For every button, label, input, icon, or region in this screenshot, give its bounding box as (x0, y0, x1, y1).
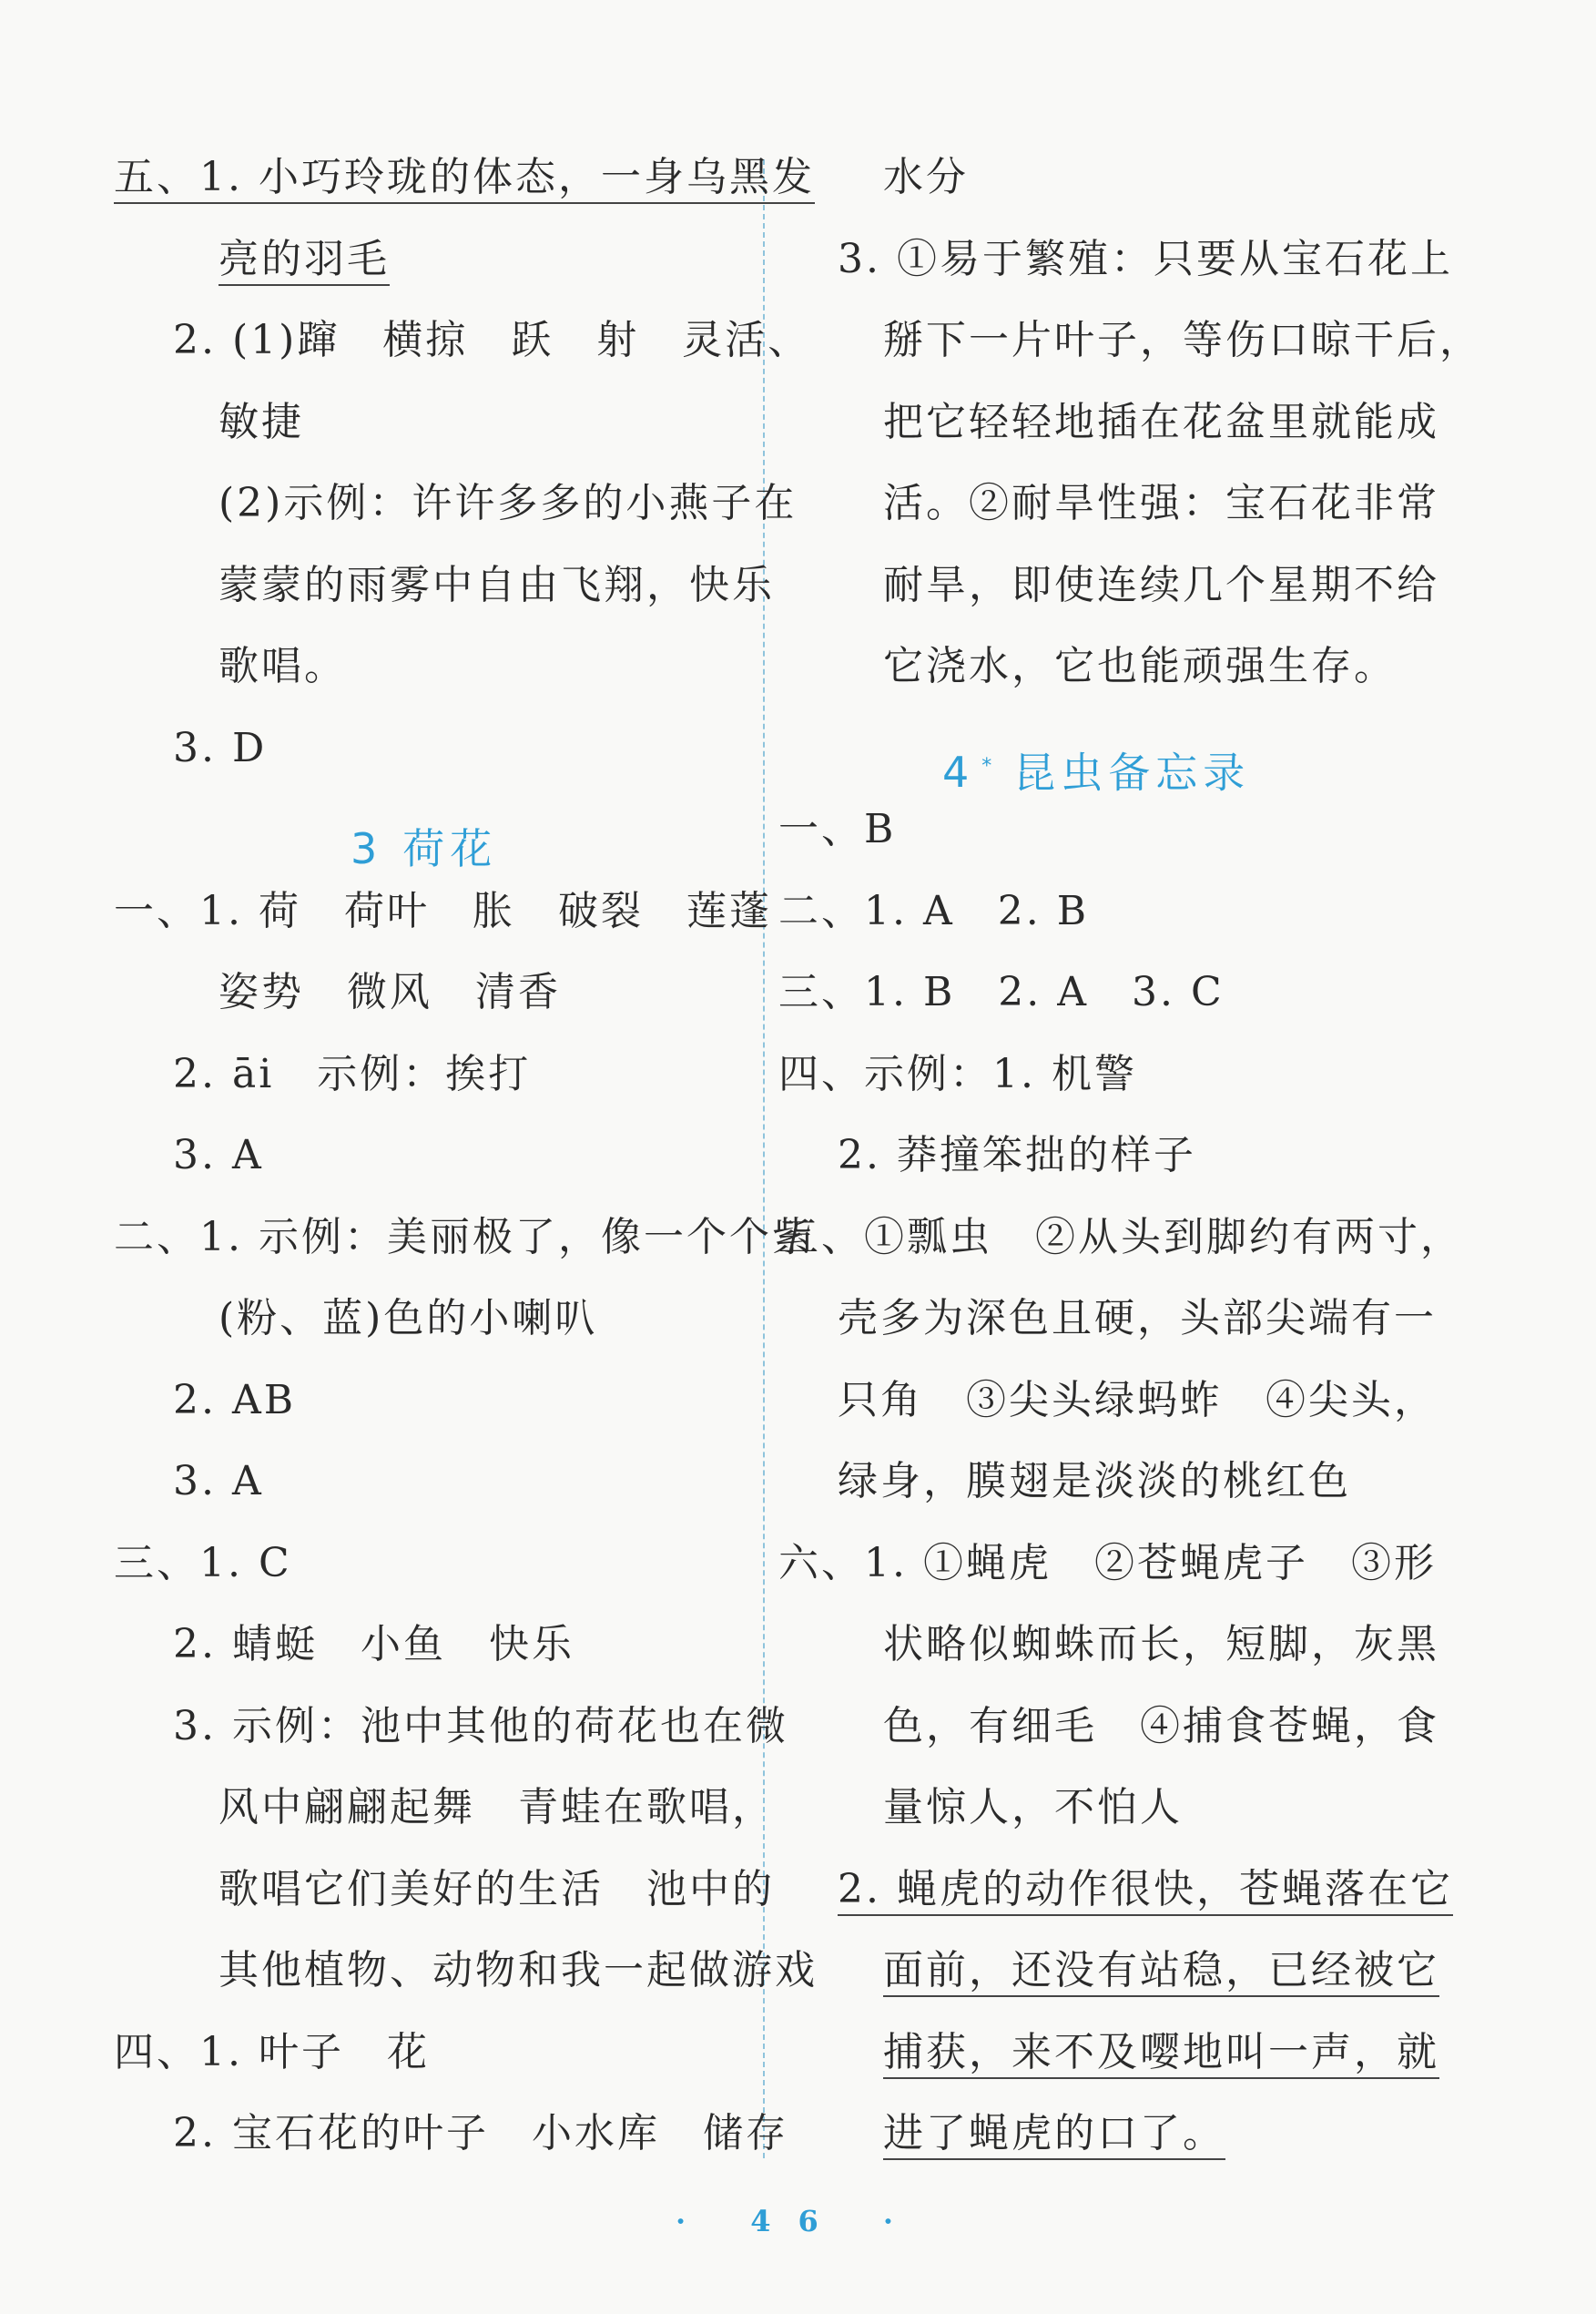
answer-line (778, 965, 1225, 1020)
answer-line (114, 1536, 292, 1591)
answer-line (883, 639, 1397, 694)
answer-text: 六、1. ①蝇虎 ②苍蝇虎子 ③形 (778, 1539, 1437, 1586)
answer-line (173, 1373, 296, 1428)
section-title-text: 昆虫备忘录 (1013, 748, 1251, 798)
column-divider (763, 159, 765, 2158)
answer-line (114, 884, 772, 939)
answer-line (883, 395, 1439, 450)
answer-text: 风中翩翩起舞 青蛙在歌唱， (219, 1784, 775, 1830)
answer-line (173, 1047, 531, 1102)
answer-text: 3. D (173, 724, 268, 771)
answer-line (173, 721, 267, 776)
answer-line (173, 1699, 788, 1754)
answer-text: 二、1. 示例：美丽极了，像一个个紫 (114, 1213, 815, 1260)
answer-text: 2. AB (173, 1376, 297, 1423)
answer-text: 2. (1)蹿 横掠 跃 射 灵活、 (173, 317, 811, 363)
answer-line (883, 1943, 1439, 1998)
answer-line (219, 639, 347, 694)
answer-line (838, 1454, 1351, 1509)
answer-line (883, 2025, 1439, 2080)
answer-text: 2. 宝石花的叶子 小水库 储存 (173, 2110, 788, 2156)
answer-text: 量惊人，不怕人 (883, 1784, 1183, 1830)
answer-line (173, 313, 810, 368)
answer-text: 姿势 微风 清香 (219, 969, 561, 1015)
answer-line (219, 1291, 597, 1346)
answer-line (219, 558, 775, 613)
answer-text: 掰下一片叶子，等伤口晾干后， (883, 317, 1482, 363)
answer-line (883, 1617, 1439, 1672)
answer-line (114, 150, 815, 205)
answer-text: 五、1. 小巧玲珑的体态，一身乌黑发 (114, 154, 815, 204)
answer-text: 进了蝇虎的口了。 (883, 2110, 1225, 2160)
answer-line (883, 2106, 1225, 2161)
answer-line (778, 1536, 1437, 1591)
answer-text: 三、1. B 2. A 3. C (778, 969, 1225, 1015)
answer-text: 捕获，来不及嘤地叫一声，就 (883, 2029, 1439, 2079)
answer-text: 歌唱。 (219, 643, 347, 689)
answer-text: 状略似蜘蛛而长，短脚，灰黑 (883, 1621, 1439, 1667)
answer-text: 壳多为深色且硬，头部尖端有一 (838, 1295, 1437, 1341)
answer-line (219, 1862, 775, 1917)
section-title-text: 荷花 (402, 824, 498, 873)
answer-line (883, 313, 1482, 368)
answer-text: 三、1. C (114, 1539, 292, 1586)
answer-line (173, 1128, 264, 1183)
answer-line (778, 884, 1089, 939)
answer-text: 四、1. 叶子 花 (114, 2028, 430, 2075)
optional-mark: * (981, 755, 998, 778)
answer-line (838, 1291, 1437, 1346)
answer-text: 3. ①易于繁殖：只要从宝石花上 (838, 235, 1453, 282)
answer-line (778, 802, 896, 857)
answer-text: 它浇水，它也能顽强生存。 (883, 643, 1397, 689)
answer-text: 2. 蜻蜓 小鱼 快乐 (173, 1621, 574, 1667)
answer-text: 只角 ③尖头绿蚂蚱 ④尖头， (838, 1376, 1437, 1423)
section-number: 3 (351, 824, 383, 873)
answer-text: 面前，还没有站稳，已经被它 (883, 1947, 1439, 1997)
answer-text: 一、1. 荷 荷叶 胀 破裂 莲蓬 (114, 887, 772, 934)
answer-text: 活。②耐旱性强：宝石花非常 (883, 480, 1439, 526)
answer-line (219, 395, 304, 450)
answer-line (883, 558, 1439, 613)
answer-line (838, 1862, 1453, 1917)
answer-text: 其他植物、动物和我一起做游戏 (219, 1947, 818, 1993)
answer-text: 水分 (883, 154, 969, 200)
answer-text: 敏捷 (219, 398, 304, 445)
answer-line (219, 1780, 775, 1835)
answer-line (219, 1943, 818, 1998)
answer-line (173, 1617, 574, 1672)
answer-line (219, 232, 390, 287)
answer-line (173, 1454, 264, 1509)
answer-text: (粉、蓝)色的小喇叭 (219, 1295, 598, 1341)
answer-text: (2)示例：许许多多的小燕子在 (219, 480, 798, 526)
answer-line (173, 2106, 788, 2161)
answer-line (114, 1210, 815, 1265)
answer-text: 耐旱，即使连续几个星期不给 (883, 561, 1439, 608)
answer-line (114, 2025, 430, 2080)
section-title-3 (351, 821, 497, 876)
answer-text: 歌唱它们美好的生活 池中的 (219, 1865, 775, 1912)
answer-text: 二、1. A 2. B (778, 887, 1090, 934)
page-number: · 46 · (675, 2204, 921, 2238)
answer-line (778, 1210, 1463, 1265)
answer-text: 蒙蒙的雨雾中自由飞翔，快乐 (219, 561, 775, 608)
answer-text: 3. A (173, 1132, 264, 1178)
answer-text: 2. 蝇虎的动作很快，苍蝇落在它 (838, 1866, 1453, 1916)
answer-text: 四、示例：1. 机警 (778, 1050, 1137, 1097)
answer-line (219, 476, 797, 531)
answer-line (219, 965, 561, 1020)
answer-line (883, 1780, 1183, 1835)
answer-line (883, 150, 969, 205)
section-title-4 (942, 739, 1250, 800)
answer-line (838, 1128, 1196, 1183)
answer-text: 色，有细毛 ④捕食苍蝇，食 (883, 1702, 1439, 1749)
answer-text: 3. 示例：池中其他的荷花也在微 (173, 1702, 788, 1749)
answer-text: 2. āi 示例：挨打 (173, 1050, 532, 1097)
answer-line (838, 232, 1453, 287)
answer-text: 一、B (778, 806, 897, 852)
answer-line (883, 476, 1439, 531)
answer-text: 五、①瓢虫 ②从头到脚约有两寸， (778, 1213, 1463, 1260)
answer-text: 绿身，膜翅是淡淡的桃红色 (838, 1458, 1351, 1504)
answer-text: 3. A (173, 1458, 264, 1504)
section-number: 4 (942, 748, 975, 798)
answer-line (838, 1373, 1437, 1428)
answer-line (883, 1699, 1439, 1754)
answer-line (778, 1047, 1137, 1102)
answer-text: 2. 莽撞笨拙的样子 (838, 1132, 1196, 1178)
answer-text: 亮的羽毛 (219, 236, 390, 286)
answer-text: 把它轻轻地插在花盆里就能成 (883, 398, 1439, 445)
